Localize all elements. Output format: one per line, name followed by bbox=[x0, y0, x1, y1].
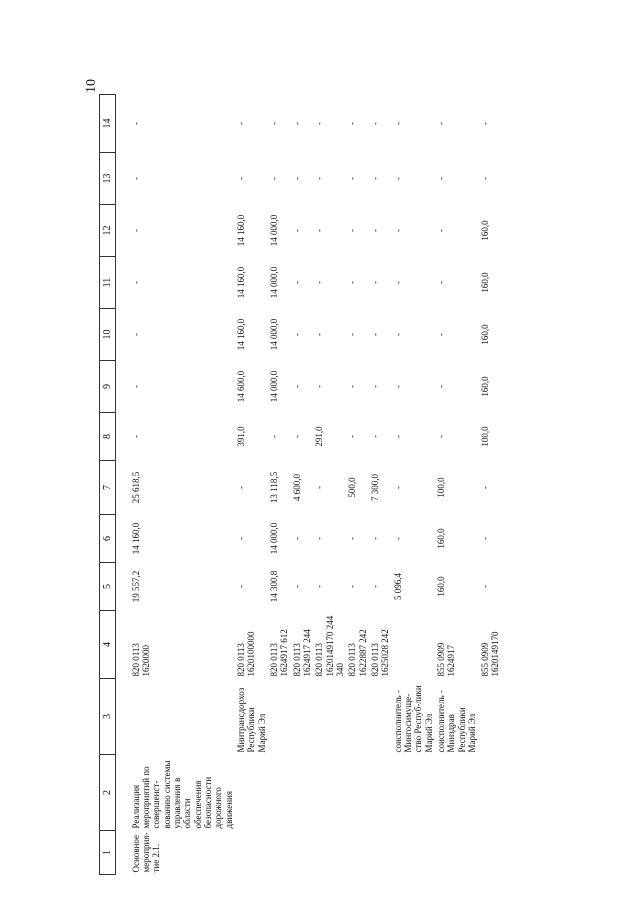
header-row bbox=[100, 95, 116, 875]
table-cell bbox=[291, 831, 314, 875]
table-cell: 855 0909 1620149170 bbox=[479, 631, 500, 677]
column-header-13: 13 bbox=[100, 153, 116, 205]
table-cell: - bbox=[436, 333, 447, 336]
table-cell: - bbox=[479, 585, 490, 588]
table-row bbox=[235, 95, 268, 875]
column-header-6: 6 bbox=[100, 515, 116, 563]
table-cell: 14 000,0 bbox=[268, 214, 279, 247]
table-row bbox=[291, 95, 314, 875]
table-cell bbox=[479, 755, 502, 831]
table-cell: - bbox=[347, 585, 358, 588]
table-cell: - bbox=[314, 486, 325, 489]
table-cell bbox=[392, 611, 435, 679]
table-cell: 14 300,8 bbox=[268, 570, 279, 603]
table-cell bbox=[435, 831, 478, 875]
table-cell: Реализация мероприятий по совершенст-вованию системы управления в области обеспечения безопасности дорожного движения bbox=[130, 760, 234, 829]
table-cell: 500,0 bbox=[347, 477, 358, 498]
budget-table bbox=[99, 94, 501, 875]
table-row bbox=[313, 95, 346, 875]
table-cell: - bbox=[291, 281, 302, 284]
table-row bbox=[130, 95, 235, 875]
column-header-2: 2 bbox=[100, 755, 116, 831]
table-cell: 160,0 bbox=[479, 272, 490, 293]
table-cell: 100,0 bbox=[479, 426, 490, 447]
table-cell: 820 0113 1622887 242 bbox=[347, 629, 368, 677]
table-cell bbox=[369, 755, 392, 831]
table-cell: - bbox=[130, 122, 141, 125]
page-number: 10 bbox=[84, 79, 99, 93]
table-cell: - bbox=[370, 585, 381, 588]
table-cell: 820 0113 1620149170 244 340 bbox=[314, 615, 346, 677]
table-cell: - bbox=[392, 333, 403, 336]
table-cell: - bbox=[291, 385, 302, 388]
table-cell: - bbox=[436, 281, 447, 284]
column-header-11: 11 bbox=[100, 257, 116, 309]
table-cell: - bbox=[268, 177, 279, 180]
table-cell: - bbox=[392, 229, 403, 232]
table-cell: - bbox=[436, 177, 447, 180]
table-cell: 100,0 bbox=[436, 477, 447, 498]
table-cell bbox=[130, 679, 235, 755]
table-cell: 25 618,5 bbox=[130, 471, 141, 504]
table-cell: соисполнитель - Мингосимуще-ство Респуб-лики Марий Эл bbox=[392, 685, 434, 753]
table-cell bbox=[235, 755, 268, 831]
table-cell: - bbox=[314, 585, 325, 588]
table-cell bbox=[479, 679, 502, 755]
table-cell: Минтрансдорхоз Республики Марий Эл bbox=[235, 687, 267, 753]
table-cell: - bbox=[314, 122, 325, 125]
table-cell: - bbox=[392, 281, 403, 284]
table-row bbox=[479, 95, 502, 875]
table-cell: - bbox=[130, 229, 141, 232]
table-cell: - bbox=[268, 122, 279, 125]
table-row bbox=[435, 95, 478, 875]
table-cell: - bbox=[436, 229, 447, 232]
table-cell: - bbox=[370, 435, 381, 438]
table-cell: - bbox=[370, 385, 381, 388]
table-cell: 13 118,5 bbox=[268, 471, 279, 504]
table-cell: 291,0 bbox=[314, 426, 325, 447]
table-cell: - bbox=[291, 177, 302, 180]
table-cell: - bbox=[392, 435, 403, 438]
table-cell bbox=[268, 831, 291, 875]
table-cell: - bbox=[347, 281, 358, 284]
table-cell: - bbox=[235, 486, 246, 489]
column-header-10: 10 bbox=[100, 309, 116, 361]
table-cell bbox=[268, 755, 291, 831]
table-cell: - bbox=[268, 435, 279, 438]
table-cell: - bbox=[291, 333, 302, 336]
table-cell: - bbox=[130, 333, 141, 336]
table-cell bbox=[346, 679, 369, 755]
table-cell bbox=[313, 679, 346, 755]
table-cell: 820 0113 1624917 612 bbox=[268, 629, 290, 677]
table-cell: 7 300,0 bbox=[370, 474, 381, 501]
table-cell: - bbox=[347, 385, 358, 388]
table-cell: 160,0 bbox=[436, 576, 447, 597]
spacer-row bbox=[116, 95, 130, 875]
table-cell: - bbox=[392, 537, 403, 540]
table-cell: - bbox=[347, 177, 358, 180]
table-cell bbox=[346, 831, 369, 875]
table-cell: - bbox=[130, 281, 141, 284]
table-row bbox=[346, 95, 369, 875]
table-cell: 14 160,0 bbox=[235, 214, 246, 247]
table-cell: - bbox=[347, 229, 358, 232]
table-cell bbox=[291, 679, 314, 755]
table-cell: - bbox=[314, 177, 325, 180]
table-row bbox=[268, 95, 291, 875]
table-cell: 820 0113 1620100000 bbox=[235, 631, 257, 677]
table-row bbox=[369, 95, 392, 875]
table-cell bbox=[479, 831, 502, 875]
table-cell: - bbox=[436, 435, 447, 438]
table-cell: - bbox=[291, 585, 302, 588]
table-cell: 14 160,0 bbox=[130, 522, 141, 555]
table-cell: 820 0113 1624917 244 bbox=[291, 629, 312, 677]
table-cell bbox=[392, 755, 435, 831]
table-cell bbox=[346, 755, 369, 831]
table-cell: - bbox=[314, 537, 325, 540]
table-cell: - bbox=[392, 385, 403, 388]
column-header-14: 14 bbox=[100, 95, 116, 153]
table-cell: - bbox=[479, 177, 490, 180]
column-header-3: 3 bbox=[100, 679, 116, 755]
table-cell: 5 096,4 bbox=[392, 573, 403, 600]
table-cell bbox=[369, 831, 392, 875]
table-cell: 14 160,0 bbox=[235, 318, 246, 351]
table-cell: - bbox=[314, 281, 325, 284]
table-cell: - bbox=[314, 229, 325, 232]
table-cell: 391,0 bbox=[235, 426, 246, 447]
table-cell: - bbox=[130, 177, 141, 180]
table-cell bbox=[235, 831, 268, 875]
table-cell: - bbox=[392, 486, 403, 489]
table-cell: - bbox=[370, 537, 381, 540]
table-cell bbox=[392, 831, 435, 875]
table-cell: - bbox=[235, 177, 246, 180]
table-cell: - bbox=[347, 333, 358, 336]
table-cell: 14 000,0 bbox=[268, 318, 279, 351]
column-header-8: 8 bbox=[100, 413, 116, 461]
table-cell: - bbox=[479, 537, 490, 540]
table-cell: 160,0 bbox=[479, 220, 490, 241]
table-cell: - bbox=[347, 537, 358, 540]
table-cell bbox=[313, 755, 346, 831]
table-cell: 855 0909 1624917 bbox=[436, 642, 457, 677]
table-cell: - bbox=[479, 486, 490, 489]
budget-table-rotated bbox=[99, 95, 544, 875]
table-cell: - bbox=[370, 177, 381, 180]
table-cell: - bbox=[370, 122, 381, 125]
table-cell: 160,0 bbox=[479, 324, 490, 345]
table-cell: - bbox=[370, 281, 381, 284]
table-cell: - bbox=[347, 122, 358, 125]
table-cell: - bbox=[291, 122, 302, 125]
table-cell: - bbox=[291, 435, 302, 438]
table-cell: 14 000,0 bbox=[268, 522, 279, 555]
table-cell: 14 160,0 bbox=[235, 266, 246, 299]
table-cell: 820 0113 1625028 242 bbox=[370, 629, 391, 677]
table-cell: - bbox=[370, 333, 381, 336]
table-cell: Основное мероприя-тие 2.1. bbox=[130, 832, 162, 873]
column-header-7: 7 bbox=[100, 461, 116, 515]
table-cell: 160,0 bbox=[436, 528, 447, 549]
table-cell: - bbox=[436, 122, 447, 125]
table-cell: 820 0113 1620000 bbox=[130, 643, 151, 677]
table-cell: - bbox=[392, 122, 403, 125]
table-cell: - bbox=[347, 435, 358, 438]
table-cell: 14 600,0 bbox=[235, 370, 246, 403]
table-cell bbox=[435, 755, 478, 831]
column-header-1: 1 bbox=[100, 831, 116, 875]
table-cell: - bbox=[314, 385, 325, 388]
table-body bbox=[116, 95, 502, 875]
column-header-5: 5 bbox=[100, 563, 116, 611]
column-header-4: 4 bbox=[100, 611, 116, 679]
table-cell: - bbox=[130, 385, 141, 388]
table-cell: 4 600,0 bbox=[291, 474, 302, 501]
table-cell: - bbox=[479, 122, 490, 125]
table-cell: - bbox=[314, 333, 325, 336]
column-header-12: 12 bbox=[100, 205, 116, 257]
table-cell: - bbox=[370, 229, 381, 232]
table-cell: - bbox=[235, 122, 246, 125]
table-cell bbox=[369, 679, 392, 755]
table-cell: 14 000,0 bbox=[268, 370, 279, 403]
table-cell: - bbox=[291, 537, 302, 540]
table-cell: 19 557,2 bbox=[130, 570, 141, 603]
table-cell bbox=[291, 755, 314, 831]
table-cell: - bbox=[235, 537, 246, 540]
table-cell: - bbox=[130, 435, 141, 438]
table-cell: 14 000,0 bbox=[268, 266, 279, 299]
table-cell: соисполнитель - Минздрав Республики Марий Эл bbox=[436, 690, 478, 753]
table-cell: 160,0 bbox=[479, 376, 490, 397]
table-cell bbox=[268, 679, 291, 755]
table-cell: - bbox=[436, 385, 447, 388]
table-row bbox=[392, 95, 435, 875]
table-cell bbox=[313, 831, 346, 875]
table-cell: - bbox=[291, 229, 302, 232]
table-cell: - bbox=[235, 585, 246, 588]
table-cell: - bbox=[392, 177, 403, 180]
column-header-9: 9 bbox=[100, 361, 116, 413]
